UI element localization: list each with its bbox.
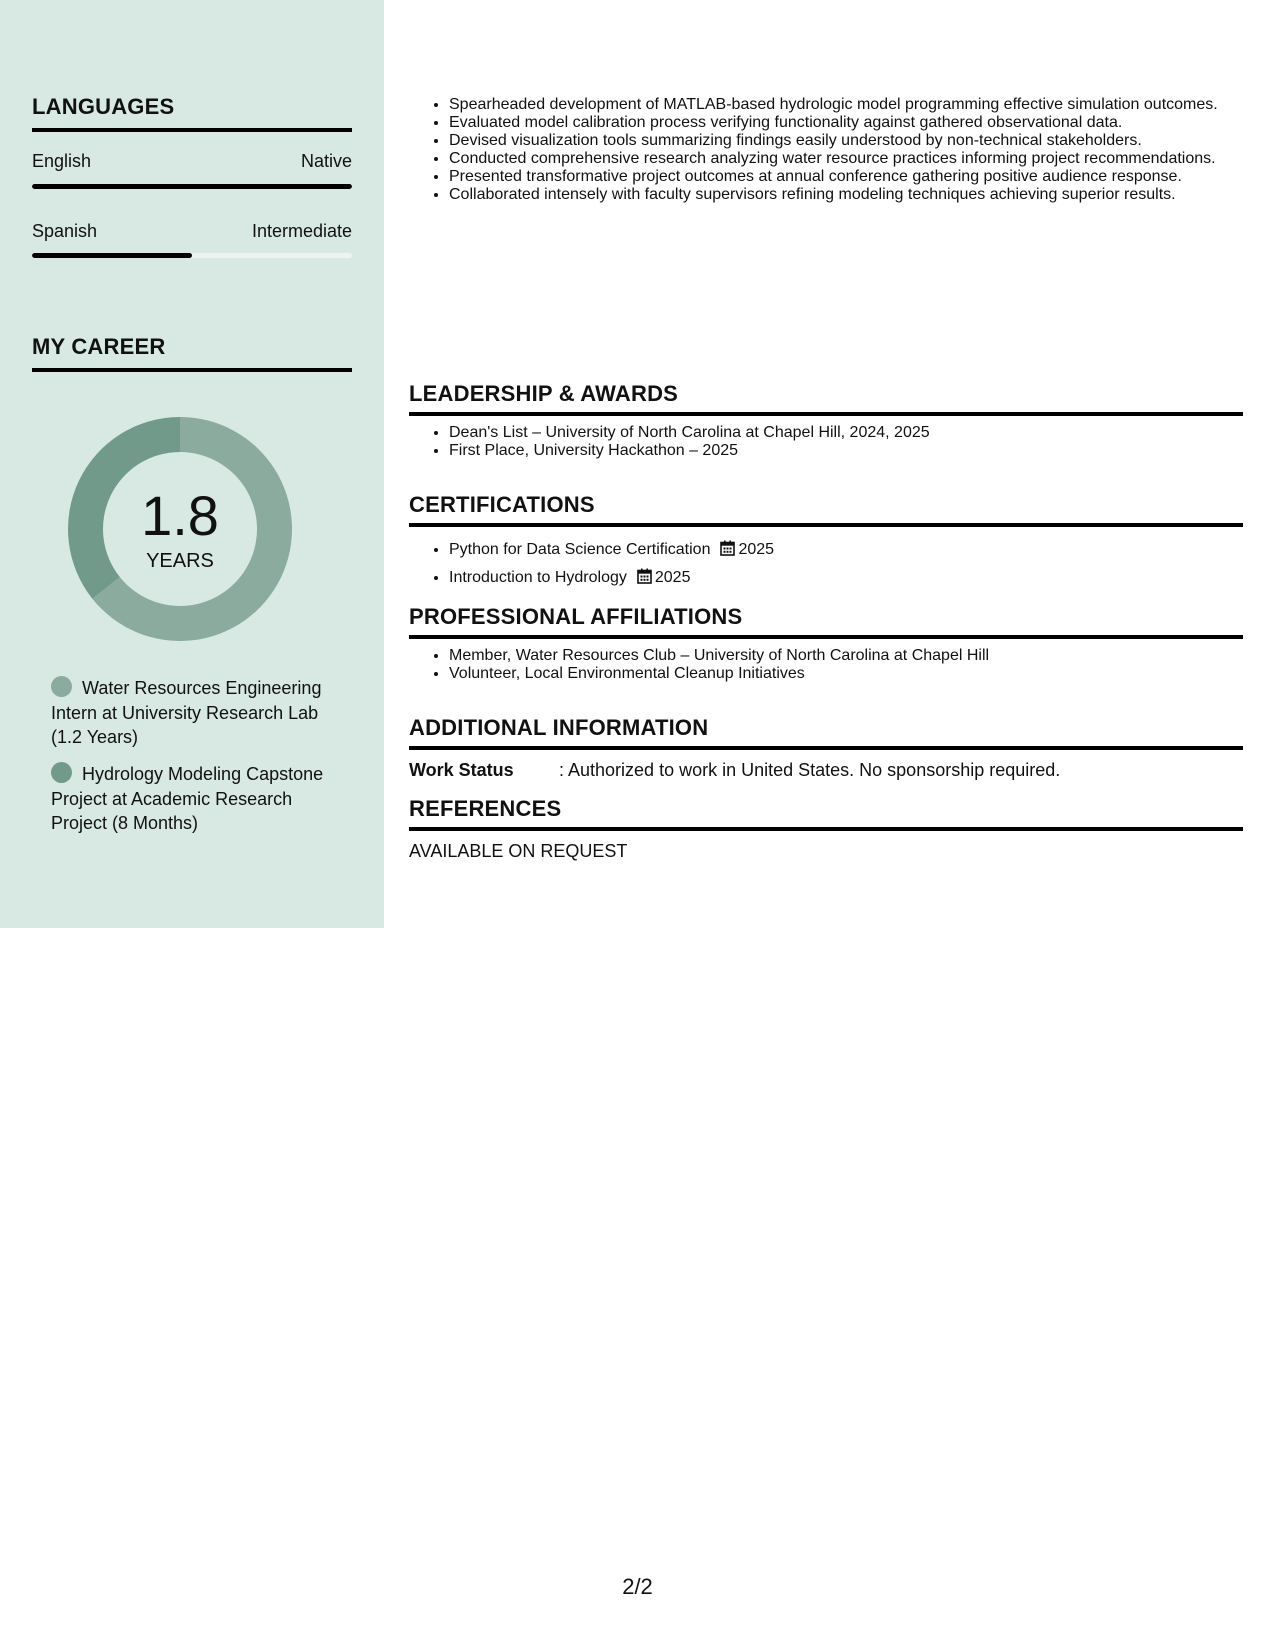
list-item: • Collaborated intensely with faculty supervisors refining modeling techniques achieving superior results. (449, 186, 1243, 204)
certification-year: 2025 (654, 569, 691, 586)
experience-section (409, 80, 1243, 220)
career-total-value: 1.8 (141, 484, 219, 547)
additional-info-section (409, 715, 1243, 784)
career-heading: MY CAREER (32, 334, 352, 372)
list-item (449, 536, 1243, 564)
career-legend-item (51, 762, 331, 836)
legend-dot (51, 676, 72, 697)
list-item: • Volunteer, Local Environmental Cleanup Initiatives (449, 665, 1243, 683)
affiliations-section (409, 604, 1243, 699)
certification-year: 2025 (738, 541, 775, 558)
calendar-icon (637, 568, 652, 584)
leadership-list (409, 424, 1243, 460)
language-name: English (32, 151, 92, 171)
certification-name: Introduction to Hydrology (449, 569, 627, 586)
language-bar-spanish (32, 253, 352, 258)
certifications-section (409, 492, 1243, 608)
list-item: • Evaluated model calibration process verifying functionality against gathered observational data. (449, 114, 1243, 132)
list-item (449, 564, 1243, 592)
career-donut-chart (67, 416, 293, 642)
sidebar (0, 0, 384, 928)
page-number: 2/2 (622, 1574, 653, 1599)
additional-info-heading: ADDITIONAL INFORMATION (409, 715, 1243, 750)
career-legend-item (51, 676, 331, 750)
list-item: • Devised visualization tools summarizing findings easily understood by non-technical stakeholders. (449, 132, 1243, 150)
certifications-list (409, 536, 1243, 592)
references-heading: REFERENCES (409, 796, 1243, 831)
certification-name: Python for Data Science Certification (449, 541, 711, 558)
language-level: Native (300, 151, 352, 171)
list-item: • Presented transformative project outcomes at annual conference gathering positive audience response. (449, 168, 1243, 186)
references-text: AVAILABLE ON REQUEST (409, 841, 628, 861)
calendar-icon (720, 540, 735, 556)
career-legend-label: Hydrology Modeling Capstone Project at Academic Research Project (8 Months) (51, 764, 324, 833)
language-bar-fill (32, 184, 352, 189)
languages-heading: LANGUAGES (32, 94, 352, 132)
work-status-value: : Authorized to work in United States. No sponsorship required. (559, 760, 1061, 780)
work-status-row (409, 758, 1243, 784)
language-row-spanish (32, 221, 352, 242)
affiliations-heading: PROFESSIONAL AFFILIATIONS (409, 604, 1243, 639)
language-level: Intermediate (251, 221, 352, 241)
language-bar-fill (32, 253, 192, 258)
references-section (409, 796, 1243, 862)
list-item: • Dean's List – University of North Carolina at Chapel Hill, 2024, 2025 (449, 424, 1243, 442)
list-item: • Member, Water Resources Club – University of North Carolina at Chapel Hill (449, 647, 1243, 665)
work-status-label: Work Status (409, 760, 514, 780)
language-row-english (32, 151, 352, 172)
leadership-section (409, 381, 1243, 476)
language-bar-english (32, 184, 352, 189)
list-item: • Spearheaded development of MATLAB-based hydrologic model programming effective simulation outcomes. (449, 96, 1243, 114)
language-name: Spanish (32, 221, 98, 241)
leadership-heading: LEADERSHIP & AWARDS (409, 381, 1243, 416)
list-item: • Conducted comprehensive research analyzing water resource practices informing project recommendations. (449, 150, 1243, 168)
career-legend-label: Water Resources Engineering Intern at University Research Lab (1.2 Years) (51, 678, 322, 747)
legend-dot (51, 762, 72, 783)
career-total-unit: YEARS (146, 550, 214, 572)
list-item: • First Place, University Hackathon – 2025 (449, 442, 1243, 460)
experience-list (409, 96, 1243, 204)
certifications-heading: CERTIFICATIONS (409, 492, 1243, 527)
affiliations-list (409, 647, 1243, 683)
